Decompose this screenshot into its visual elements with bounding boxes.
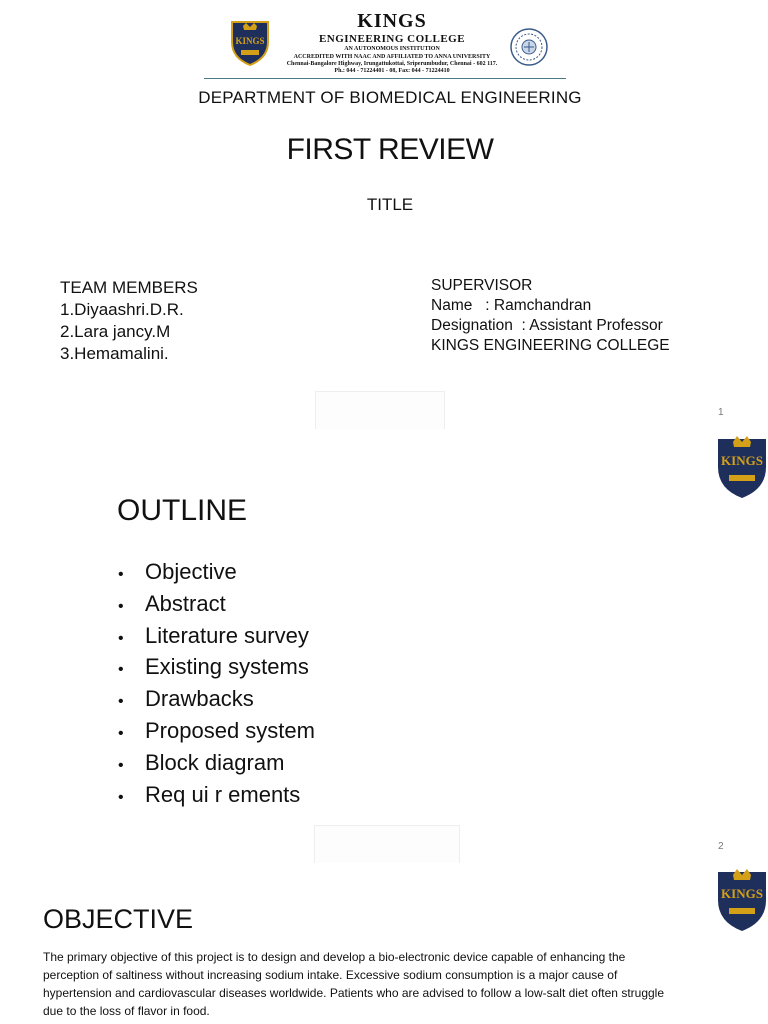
supervisor-block [431, 276, 670, 356]
project-title-label: TITLE [366, 195, 414, 214]
side-logo-text: KINGS [721, 453, 763, 468]
list-item [118, 622, 315, 654]
review-title: FIRST REVIEW [286, 133, 494, 166]
team-heading: TEAM MEMBERS [60, 278, 198, 297]
list-item-label: Drawbacks [145, 686, 254, 712]
list-item-label: Literature survey [145, 622, 309, 648]
page-number: 2 [718, 841, 724, 852]
side-logo-text: KINGS [721, 886, 763, 901]
list-item-label: Proposed system [145, 717, 315, 743]
list-item [118, 653, 315, 685]
slide-title [0, 0, 768, 430]
crest-logo-text: KINGS [235, 36, 265, 46]
college-subtitle: ENGINEERING COLLEGE [318, 33, 466, 45]
list-item [118, 590, 315, 622]
list-item [118, 717, 315, 749]
team-member: 3.Hemamalini. [60, 344, 169, 363]
list-item [118, 685, 315, 717]
bullet-icon: • [118, 788, 124, 806]
bullet-icon: • [118, 724, 124, 742]
bullet-icon: • [118, 756, 124, 774]
address-line: Chennai-Bangalore Highway, Irungattukottai, Sriperumbudur, Chennai - 602 117. [286, 61, 498, 67]
list-item-label: Block diagram [145, 749, 285, 775]
outline-heading: OUTLINE [117, 494, 248, 527]
bullet-icon: • [118, 661, 124, 679]
footer-placeholder-box [315, 391, 445, 429]
supervisor-name: Name : Ramchandran [431, 297, 592, 314]
list-item [118, 749, 315, 781]
objective-heading: OBJECTIVE [43, 904, 194, 934]
accreditation-line: ACCREDITED WITH NAAC AND AFFILIATED TO ANNA UNIVERSITY [293, 54, 491, 60]
list-item-label: Existing systems [145, 654, 309, 680]
outline-list [118, 558, 315, 812]
supervisor-designation: Designation : Assistant Professor [431, 317, 663, 334]
side-crest-logo [716, 866, 768, 932]
list-item-label: Abstract [145, 590, 226, 616]
bullet-icon: • [118, 566, 124, 583]
header-divider [204, 78, 566, 79]
bullet-icon: • [118, 629, 124, 647]
university-seal-logo [510, 28, 548, 66]
list-item [118, 781, 315, 813]
team-member: 2.Lara jancy.M [60, 322, 171, 341]
team-members-block [60, 277, 198, 365]
phone-line: Ph.: 044 - 71224401 - 08, Fax: 044 - 71224410 [334, 68, 450, 74]
supervisor-heading: SUPERVISOR [431, 277, 533, 294]
page-number: 1 [718, 407, 724, 418]
institution-line: AN AUTONOMOUS INSTITUTION [344, 46, 440, 52]
bullet-icon: • [118, 693, 124, 711]
list-item [118, 558, 315, 590]
department-heading: DEPARTMENT OF BIOMEDICAL ENGINEERING [198, 88, 582, 107]
footer-placeholder-box [314, 825, 460, 863]
team-member: 1.Diyaashri.D.R. [60, 300, 184, 319]
list-item-label: Req ui r ements [145, 781, 301, 807]
bullet-icon: • [118, 597, 124, 615]
list-item-label: Objective [145, 559, 237, 584]
objective-body: The primary objective of this project is to design and develop a bio-electronic device capable of enhancing the perception of saltiness without increasing sodium intake. Excessive sodium consumption is a major cause of hypertension and cardiovascular diseases worldwide. Patients who are advised to follow a low-salt diet often struggle due to the loss of flavor in food. [43, 950, 665, 1018]
college-name: KINGS [357, 10, 427, 32]
supervisor-college: KINGS ENGINEERING COLLEGE [431, 337, 670, 354]
side-crest-logo [716, 433, 768, 499]
